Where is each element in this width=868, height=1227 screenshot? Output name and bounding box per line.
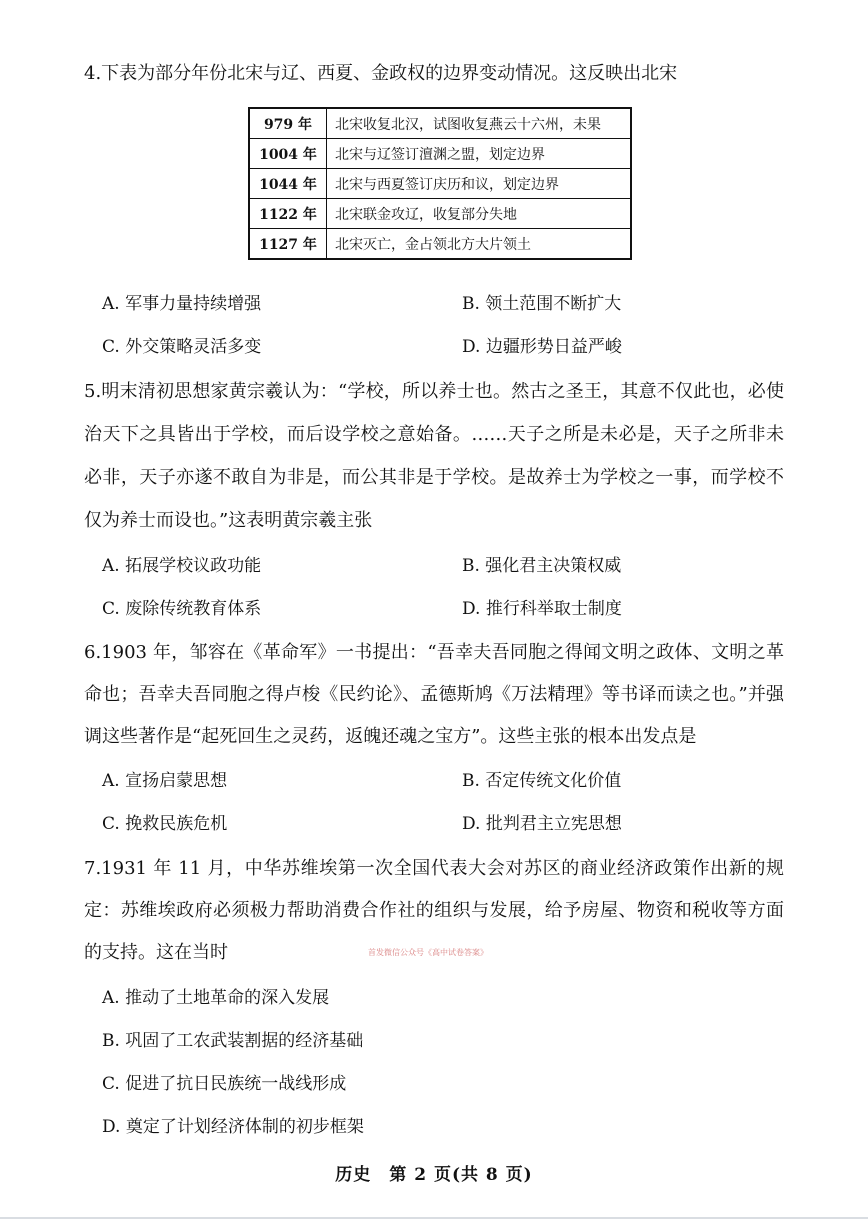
question-7-stem: 7.1931 年 11 月，中华苏维埃第一次全国代表大会对苏区的商业经济政策作出新的规定：苏维埃政府必须极力帮助消费合作社的组织与发展，给予房屋、物资和税收等方面的支持。这在当时 [84,858,784,963]
table-year-cell: 1004 年 [249,139,327,169]
question-5 [84,370,784,542]
question-4-table [248,107,632,260]
table-year-cell: 979 年 [249,108,327,139]
question-4-option-b: B. 领土范围不断扩大 [462,294,622,314]
table-event-cell: 北宋联金攻辽，收复部分失地 [327,199,632,229]
table-row [249,139,631,169]
question-4-option-d: D. 边疆形势日益严峻 [462,337,622,357]
table-row [249,108,631,139]
question-7-option-d: D. 奠定了计划经济体制的初步框架 [102,1117,364,1137]
question-4-option-a: A. 军事力量持续增强 [102,294,262,314]
question-5-option-d: D. 推行科举取士制度 [462,599,622,619]
page-footer: 历史 第 2 页(共 8 页) [335,1165,533,1185]
question-6-option-b: B. 否定传统文化价值 [462,771,622,791]
question-5-option-a: A. 拓展学校议政功能 [102,556,262,576]
question-7-option-c: C. 促进了抗日民族统一战线形成 [102,1074,347,1094]
question-6 [84,632,784,758]
question-5-option-b: B. 强化君主决策权威 [462,556,622,576]
question-6-option-a: A. 宣扬启蒙思想 [102,771,228,791]
question-6-stem: 6.1903 年，邹容在《革命军》一书提出：“吾幸夫吾同胞之得闻文明之政体、文明之革命也；吾幸夫吾同胞之得卢梭《民约论》、孟德斯鸠《万法精理》等书译而读之也。”并强调这些著作是“起死回生之灵药，返魄还魂之宝方”。这些主张的根本出发点是 [84,642,784,747]
question-4 [84,54,784,94]
question-7-option-b: B. 巩固了工农武装割据的经济基础 [102,1031,364,1051]
question-4-stem: 4.下表为部分年份北宋与辽、西夏、金政权的边界变动情况。这反映出北宋 [84,63,678,84]
question-5-option-c: C. 废除传统教育体系 [102,599,262,619]
table-event-cell: 北宋收复北汉，试图收复燕云十六州，未果 [327,108,632,139]
table-year-cell: 1044 年 [249,169,327,199]
bottom-divider [0,1217,868,1219]
table-row [249,169,631,199]
table-year-cell: 1122 年 [249,199,327,229]
question-6-option-c: C. 挽救民族危机 [102,814,228,834]
question-4-option-c: C. 外交策略灵活多变 [102,337,262,357]
question-5-stem: 5.明末清初思想家黄宗羲认为：“学校，所以养士也。然古之圣王，其意不仅此也，必使治天下之具皆出于学校，而后设学校之意始备。……天子之所是未必是，天子之所非未必非，天子亦遂不敢自为非是，而公其非是于学校。是故养士为学校之一事，而学校不仅为养士而设也。”这表明黄宗羲主张 [84,381,784,531]
table-row [249,199,631,229]
question-6-option-d: D. 批判君主立宪思想 [462,814,622,834]
table-year-cell: 1127 年 [249,229,327,260]
table-event-cell: 北宋与西夏签订庆历和议，划定边界 [327,169,632,199]
question-7-option-a: A. 推动了土地革命的深入发展 [102,988,330,1008]
table-row [249,229,631,260]
table-event-cell: 北宋灭亡，金占领北方大片领土 [327,229,632,260]
watermark-text: 首发微信公众号《高中试卷答案》 [368,948,488,957]
table-event-cell: 北宋与辽签订澶渊之盟，划定边界 [327,139,632,169]
